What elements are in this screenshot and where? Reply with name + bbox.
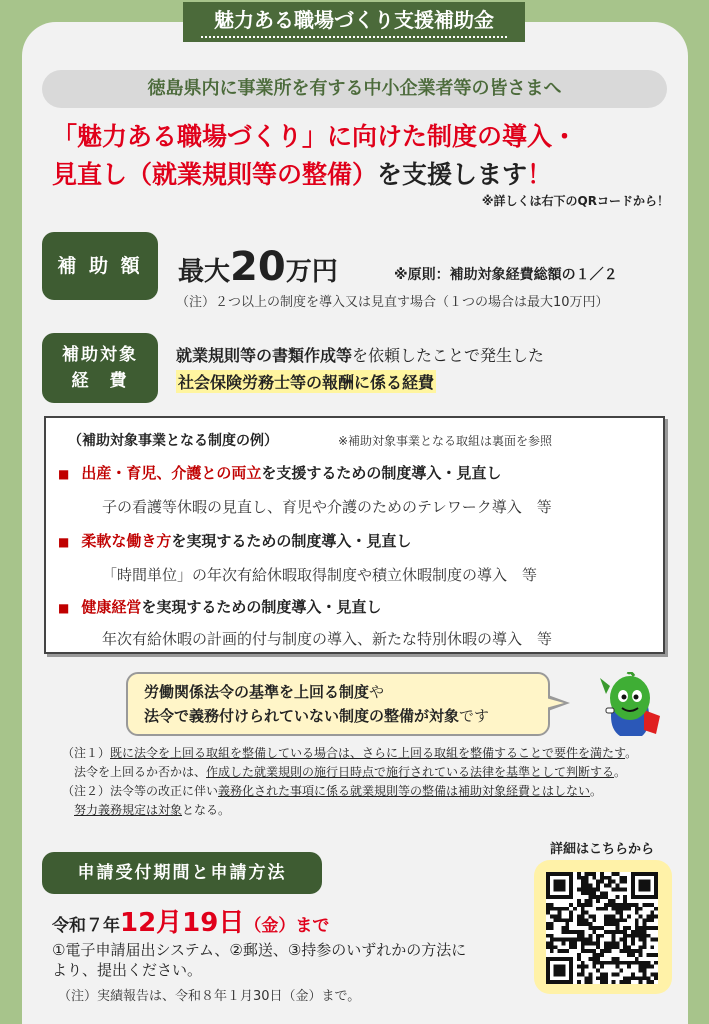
footnote-2-prefix: （注２）法令等の改正に伴い	[62, 784, 219, 798]
example-item-1	[58, 462, 501, 483]
application-deadline	[52, 902, 329, 939]
amount-number: 20	[230, 244, 286, 290]
speech-bubble	[126, 672, 550, 736]
footnote-2-end: 。	[590, 784, 603, 798]
bubble-line1-bold: 労働関係法令の基準を上回る制度	[144, 683, 370, 701]
document-title-banner	[183, 2, 525, 42]
footnote-1b-underlined: 作成した就業規則の施行日時点で施行されている法律を基準として判断する	[206, 765, 615, 779]
amount-prefix: 最大	[178, 257, 231, 287]
qr-code-icon[interactable]	[546, 872, 658, 984]
eligible-cost-line2: 社会保険労務士等の報酬に係る経費	[176, 370, 436, 393]
deadline-prefix: 令和７年	[52, 916, 120, 936]
example-item-2	[58, 530, 411, 551]
square-bullet-icon: ■	[58, 467, 70, 481]
example-detail-2: 「時間単位」の年次有給休暇取得制度や積立休暇制度の導入 等	[102, 566, 538, 584]
qr-label: 詳細はこちらから	[550, 842, 655, 857]
application-method: ①電子申請届出システム、②郵送、③持参のいずれかの方法により、提出ください。	[52, 941, 467, 979]
amount-rule: ※原則：補助対象経費総額の１／２	[394, 267, 618, 283]
examples-note: ※補助対象事業となる取組は裏面を参照	[338, 434, 553, 448]
headline-exclamation: ！	[527, 160, 553, 189]
footnote-1-underlined: 既に法令を上回る取組を整備している場合は、さらに上回る取組を整備することで要件を満たす	[110, 746, 626, 760]
headline-line2-highlight: 見直し（就業規則等の整備）	[52, 160, 378, 189]
example-item-3	[58, 596, 381, 617]
headline-line2-text: を支援します	[377, 160, 528, 189]
deadline-day: （金）	[244, 916, 296, 936]
square-bullet-icon: ■	[58, 601, 70, 615]
deadline-suffix: まで	[295, 916, 330, 936]
audience-banner: 徳島県内に事業所を有する中小企業者等の皆さまへ	[42, 70, 667, 108]
bubble-tail-fill	[546, 698, 564, 708]
example-text: を実現するための制度導入・見直し	[141, 598, 382, 616]
bubble-line1-thin: や	[369, 683, 385, 701]
footnote-2b-underlined: 努力義務規定は対象	[74, 803, 183, 817]
eligible-cost-label-line1: 補助対象	[62, 345, 138, 365]
footnote-2b-end: となる。	[182, 803, 231, 817]
examples-box	[44, 416, 665, 654]
footnote-1b	[62, 763, 672, 782]
document-title: 魅力ある職場づくり支援補助金	[214, 8, 494, 32]
examples-title: （補助対象事業となる制度の例）	[68, 433, 278, 449]
bubble-line2-thin: です	[459, 707, 490, 725]
headline-line1: 「魅力ある職場づくり」に向けた制度の導入・	[52, 122, 578, 151]
subsidy-amount	[178, 244, 338, 290]
footnote-1-prefix: （注１）	[62, 746, 111, 760]
report-deadline-note: （注）実績報告は、令和８年１月30日（金）まで。	[58, 989, 361, 1004]
headline	[52, 118, 692, 194]
mascot-character-icon	[598, 672, 662, 738]
footnote-2-underlined: 義務化された事項に係る就業規則等の整備は補助対象経費とはしない	[218, 784, 591, 798]
application-section-label: 申請受付期間と申請方法	[42, 852, 322, 894]
amount-note: （注）２つ以上の制度を導入又は見直す場合（１つの場合は最大10万円）	[176, 295, 609, 310]
eligible-cost-line1	[176, 343, 544, 366]
example-text: を支援するための制度導入・見直し	[261, 464, 502, 482]
eligible-cost-label	[42, 333, 158, 403]
footnotes	[62, 744, 672, 820]
deadline-date: 12月19日	[120, 908, 245, 938]
eligible-cost-label-line2: 経 費	[71, 371, 129, 391]
footnote-1b-end: 。	[614, 765, 627, 779]
bubble-line2-bold: 法令で義務付けられていない制度の整備が対象	[144, 707, 460, 725]
example-highlight: 健康経営	[81, 598, 142, 616]
footnote-1	[62, 744, 672, 763]
example-text: を実現するための制度導入・見直し	[171, 532, 412, 550]
example-detail-3: 年次有給休暇の計画的付与制度の導入、新たな特別休暇の導入 等	[102, 630, 553, 648]
square-bullet-icon: ■	[58, 535, 70, 549]
qr-reference-note: ※詳しくは右下のQRコードから！	[481, 194, 669, 208]
footnote-2b	[62, 801, 672, 820]
example-detail-1: 子の看護等休暇の見直し、育児や介護のためのテレワーク導入 等	[102, 498, 552, 516]
title-dotted-line	[201, 36, 507, 38]
footnote-1b-prefix: 法令を上回るか否かは、	[74, 765, 207, 779]
eligible-cost-rest: を依頼したことで発生した	[352, 346, 545, 365]
amount-unit: 万円	[285, 257, 338, 287]
example-highlight: 柔軟な働き方	[81, 532, 172, 550]
example-highlight: 出産・育児、介護との両立	[81, 464, 262, 482]
footnote-2	[62, 782, 672, 801]
eligible-cost-bold: 就業規則等の書類作成等	[176, 346, 353, 365]
footnote-1-end: 。	[625, 746, 638, 760]
subsidy-amount-label: 補 助 額	[42, 232, 158, 300]
